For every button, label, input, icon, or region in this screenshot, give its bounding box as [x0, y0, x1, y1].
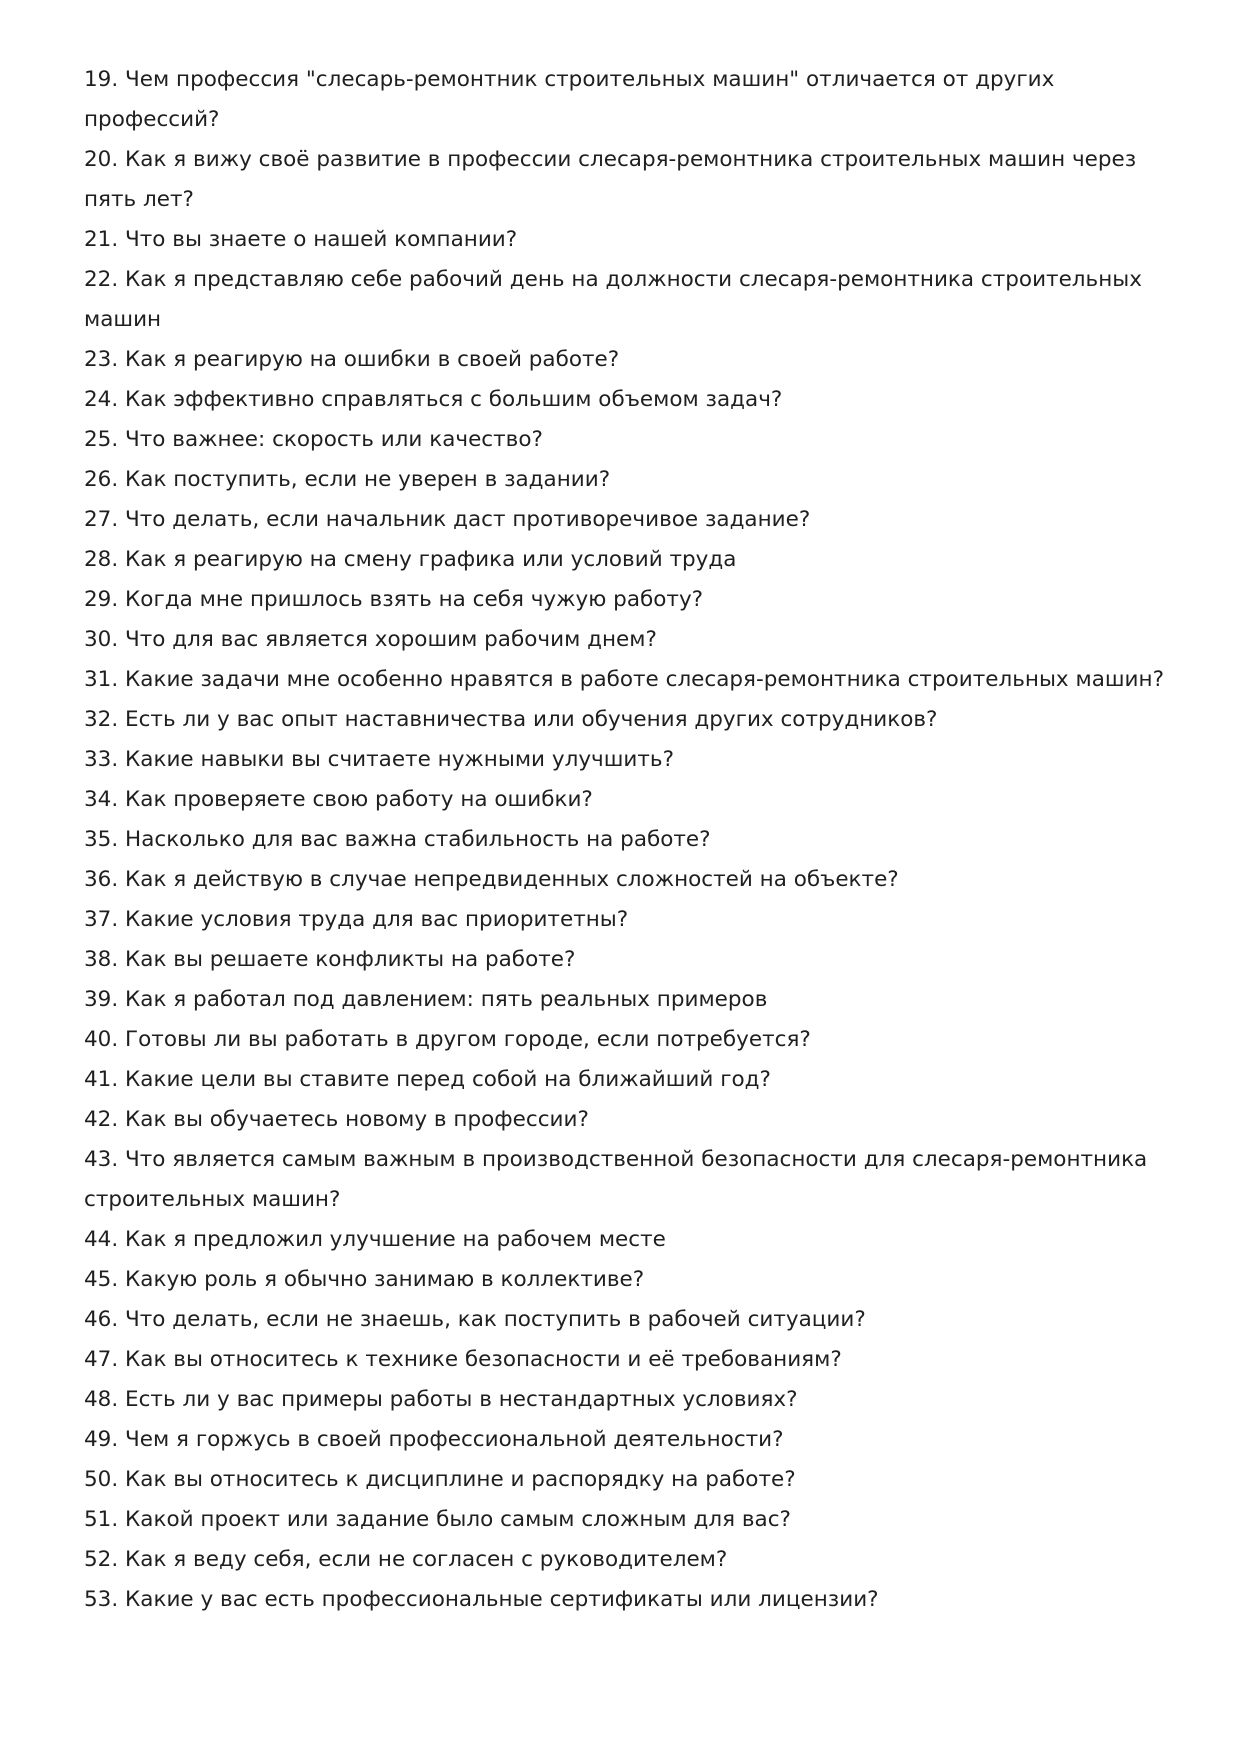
question-item: 23. Как я реагирую на ошибки в своей работе? — [84, 347, 620, 372]
question-item: 40. Готовы ли вы работать в другом городе, если потребуется? — [84, 1027, 811, 1052]
question-item: 26. Как поступить, если не уверен в задании? — [84, 467, 611, 492]
question-item: 31. Какие задачи мне особенно нравятся в работе слесаря-ремонтника строительных машин? — [84, 667, 1164, 692]
question-item: 29. Когда мне пришлось взять на себя чужую работу? — [84, 587, 704, 612]
question-item: 24. Как эффективно справляться с большим объемом задач? — [84, 387, 783, 412]
question-item: 37. Какие условия труда для вас приоритетны? — [84, 907, 629, 932]
question-item: 47. Как вы относитесь к технике безопасности и её требованиям? — [84, 1347, 842, 1372]
question-item: 41. Какие цели вы ставите перед собой на ближайший год? — [84, 1067, 771, 1092]
question-item: 51. Какой проект или задание было самым сложным для вас? — [84, 1507, 791, 1532]
question-item: 35. Насколько для вас важна стабильность на работе? — [84, 827, 711, 852]
question-item: 48. Есть ли у вас примеры работы в нестандартных условиях? — [84, 1387, 798, 1412]
question-item: 38. Как вы решаете конфликты на работе? — [84, 947, 576, 972]
question-item: 20. Как я вижу своё развитие в профессии слесаря-ремонтника строительных машин через пять лет? — [84, 147, 1137, 212]
question-item: 30. Что для вас является хорошим рабочим днем? — [84, 627, 657, 652]
question-item: 44. Как я предложил улучшение на рабочем месте — [84, 1227, 666, 1252]
question-item: 21. Что вы знаете о нашей компании? — [84, 227, 518, 252]
question-item: 22. Как я представляю себе рабочий день на должности слесаря-ремонтника строительных машин — [84, 267, 1142, 332]
question-item: 36. Как я действую в случае непредвиденных сложностей на объекте? — [84, 867, 899, 892]
question-item: 28. Как я реагирую на смену графика или условий труда — [84, 547, 737, 572]
question-item: 32. Есть ли у вас опыт наставничества или обучения других сотрудников? — [84, 707, 938, 732]
question-item: 34. Как проверяете свою работу на ошибки? — [84, 787, 593, 812]
question-item: 45. Какую роль я обычно занимаю в коллективе? — [84, 1267, 645, 1292]
question-item: 43. Что является самым важным в производственной безопасности для слесаря-ремонтника строительных машин? — [84, 1147, 1148, 1212]
question-item: 53. Какие у вас есть профессиональные сертификаты или лицензии? — [84, 1587, 879, 1612]
question-item: 52. Как я веду себя, если не согласен с руководителем? — [84, 1547, 728, 1572]
question-item: 50. Как вы относитесь к дисциплине и распорядку на работе? — [84, 1467, 796, 1492]
question-item: 33. Какие навыки вы считаете нужными улучшить? — [84, 747, 675, 772]
question-item: 19. Чем профессия "слесарь-ремонтник строительных машин" отличается от других профессий? — [84, 67, 1055, 132]
question-item: 46. Что делать, если не знаешь, как поступить в рабочей ситуации? — [84, 1307, 866, 1332]
question-item: 25. Что важнее: скорость или качество? — [84, 427, 543, 452]
question-item: 49. Чем я горжусь в своей профессиональной деятельности? — [84, 1427, 784, 1452]
question-item: 39. Как я работал под давлением: пять реальных примеров — [84, 987, 768, 1012]
question-item: 27. Что делать, если начальник даст противоречивое задание? — [84, 507, 811, 532]
question-list — [84, 60, 1164, 1620]
question-item: 42. Как вы обучаетесь новому в профессии? — [84, 1107, 589, 1132]
